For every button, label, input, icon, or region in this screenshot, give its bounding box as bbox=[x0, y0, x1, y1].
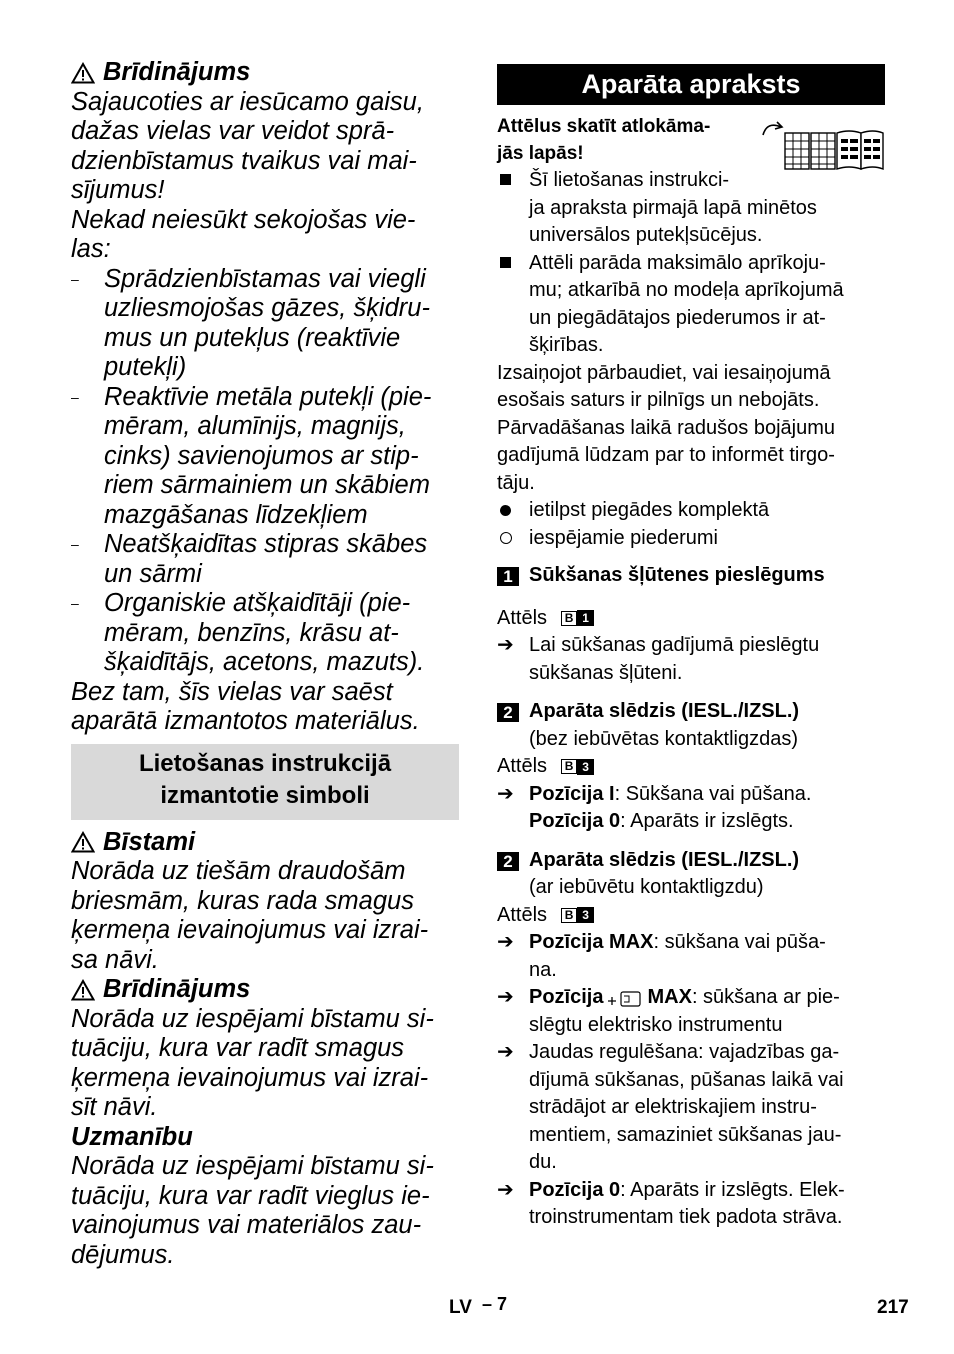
steps-list bbox=[497, 632, 885, 687]
list-item: – Reaktīvie metāla putekļi (pie- mēram, alumīnijs, magnijs, cinks) savienojumos ar stip- riem sārmainiem un skābiem mazgāšanas līdzekļiem bbox=[71, 382, 432, 529]
figure-tag: B 3 bbox=[561, 759, 594, 774]
list-item: ➔ Pozīcija I: Sūkšana vai pūšana. Pozīcija 0: Aparāts ir izslēgts. bbox=[497, 782, 812, 832]
list-item: – Neatšķaidītas stipras skābes un sārmi bbox=[71, 530, 428, 588]
hollow-circle-icon bbox=[500, 532, 512, 544]
power-tool-socket-icon bbox=[605, 988, 645, 1008]
figure-tag: B 1 bbox=[561, 611, 594, 626]
arrow-right-icon: ➔ bbox=[497, 931, 514, 953]
list-item: ➔ Lai sūkšanas gadījumā pieslēgtu sūkšanas šļūteni. bbox=[497, 634, 820, 684]
item-number-badge: 2 bbox=[497, 703, 519, 722]
danger-heading: Bīstami bbox=[71, 828, 459, 858]
left-column bbox=[71, 58, 459, 1270]
foldout-hint: Attēlus skatīt atlokāma- jās lapās! bbox=[497, 113, 885, 167]
filled-dot-icon bbox=[500, 505, 511, 516]
page-number: 217 bbox=[877, 1297, 909, 1318]
section-title: Aparāta apraksts bbox=[497, 64, 885, 105]
symbols-section-heading: Lietošanas instrukcijā izmantotie simboli bbox=[71, 744, 459, 820]
warning-heading: Brīdinājums bbox=[71, 58, 459, 88]
hazard-list bbox=[71, 265, 459, 678]
caution-text: Norāda uz iespējami bīstamu si- tuāciju, kura var radīt vieglus ie- vainojumus vai materiālos zau- dējumus. bbox=[71, 1152, 434, 1269]
list-item: ➔ Jaudas regulēšana: vajadzības ga- dījumā sūkšanas, pūšanas laikā vai strādājot ar elektriskajiem instru- mentiem, samaziniet sūkšanas jau- du. bbox=[497, 1041, 844, 1173]
steps-list bbox=[497, 929, 885, 1232]
list-item: ➔ Pozīcija MAX: sūkšana vai pūša- na. bbox=[497, 931, 826, 981]
steps-list bbox=[497, 781, 885, 836]
section-heading-3: 2 Aparāta slēdzis (IESL./IZSL.) (ar iebūvētu kontaktligzdu) bbox=[497, 847, 885, 902]
list-item: ➔ Pozīcija 0: Aparāts ir izslēgts. Elek- troinstrumentam tiek padota strāva. bbox=[497, 1178, 845, 1228]
section-heading-2: 2 Aparāta slēdzis (IESL./IZSL.) (bez iebūvētas kontaktligzdas) bbox=[497, 698, 885, 753]
item-number-badge: 1 bbox=[497, 567, 519, 586]
legend-list bbox=[497, 497, 885, 552]
arrow-right-icon: ➔ bbox=[497, 1041, 514, 1063]
warning-triangle-icon bbox=[71, 831, 95, 853]
warning-triangle-icon bbox=[71, 62, 95, 84]
caution-heading: Uzmanību bbox=[71, 1122, 193, 1151]
legend-included: ietilpst piegādes komplektā bbox=[497, 497, 885, 525]
arrow-right-icon: ➔ bbox=[497, 782, 514, 805]
list-item: ➔ Pozīcija MAX: sūkšana ar pie- slēgtu elektrisko instrumentu bbox=[497, 986, 840, 1036]
figure-reference: Attēls B 1 bbox=[497, 605, 885, 633]
list-item: – Organiskie atšķaidītāji (pie- mēram, benzīns, krāsu at- šķaidītājs, acetons, mazuts). bbox=[71, 589, 425, 676]
list-item: Šī lietošanas instrukci- ja apraksta pirmajā lapā minētos universālos putekļsūcējus. bbox=[497, 167, 885, 250]
item-number-badge: 2 bbox=[497, 852, 519, 871]
figure-reference: Attēls B 3 bbox=[497, 753, 885, 781]
square-bullet-icon bbox=[500, 174, 511, 185]
intro-bullets bbox=[497, 167, 885, 360]
legend-optional: iespējamie piederumi bbox=[497, 525, 885, 553]
section-heading-1: 1 Sūkšanas šļūtenes pieslēgums bbox=[497, 562, 885, 590]
figure-tag: B 3 bbox=[561, 908, 594, 923]
footer-language: LV bbox=[449, 1297, 472, 1318]
warning-heading-2: Brīdinājums bbox=[71, 975, 459, 1005]
right-column bbox=[497, 64, 885, 1232]
arrow-right-icon: ➔ bbox=[497, 1178, 514, 1201]
unpacking-paragraph: Izsaiņojot pārbaudiet, vai iesaiņojumā esošais saturs ir pilnīgs un nebojāts. Pārvadāšanas laikā radušos bojājumu gadījumā lūdzam par to informēt tirgo- tāju. bbox=[497, 361, 835, 494]
square-bullet-icon bbox=[500, 257, 511, 268]
list-item: – Sprādzienbīstamas vai viegli uzliesmojošas gāzes, šķidru- mus un putekļus (reaktīvie putekļi) bbox=[71, 264, 430, 381]
list-item: Attēli parāda maksimālo aprīkoju- mu; atkarībā no modeļa aprīkojumā un piegādātajos piederumos ir at- šķirības. bbox=[497, 250, 885, 360]
warning-triangle-icon bbox=[71, 979, 95, 1001]
arrow-right-icon: ➔ bbox=[497, 634, 514, 656]
danger-text: Norāda uz tiešām draudošām briesmām, kuras rada smagus ķermeņa ievainojumus vai izrai- sa nāvi. bbox=[71, 857, 429, 974]
arrow-right-icon: ➔ bbox=[497, 986, 514, 1008]
figure-reference: Attēls B 3 bbox=[497, 902, 885, 930]
footer-section-page: – 7 bbox=[482, 1294, 508, 1314]
warning-text: Sajaucoties ar iesūcamo gaisu, dažas vielas var veidot sprā- dzienbīstamus tvaikus vai mai- sījumus! Nekad neiesūkt sekojošas vie- las: – Sprādzienbīstamas vai viegli uzliesmojošas gāzes, šķidru- mus un putekļus (reaktīvie putekļi) – Reaktīvie metāla putekļi (pie- mēram, alumīnijs, magnijs, cinks) savienojumos ar stip- riem sārmainiem un skābiem mazgāšanas līdzekļiem – Neatšķaidītas stipras skābes un sārmi – Organiskie atšķaidītāji (pie- mēram, benzīns, krāsu at- šķaidītājs, acetons, mazuts). Bez tam, šīs vielas var saēst aparātā izmantotos materiālus. bbox=[71, 88, 459, 737]
warning-text-2: Norāda uz iespējami bīstamu si- tuāciju, kura var radīt smagus ķermeņa ievainojumus vai izrai- sīt nāvi. bbox=[71, 1004, 434, 1121]
